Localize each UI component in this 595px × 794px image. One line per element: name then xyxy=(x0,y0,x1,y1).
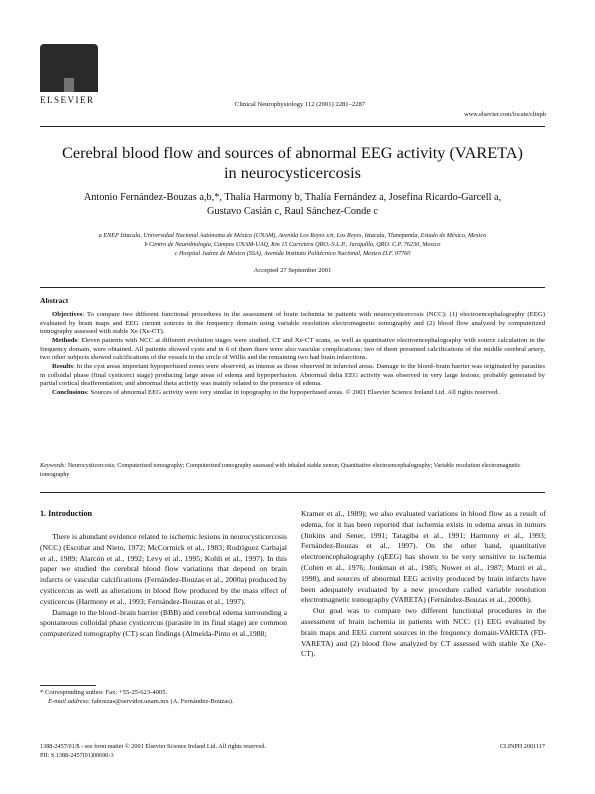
footnote-rule xyxy=(40,685,96,686)
paragraph: Damage to the blood–brain barrier (BBB) and cerebral edema surrounding a spontaneous colloidal phase cysticercus (parasite in its final stage) are common computerized tomography (CT) scan findings (Almeida-Pinto et al.,1988; xyxy=(40,607,287,639)
email-label: E-mail address: xyxy=(48,698,91,705)
paragraph: Kramer et al., 1989); we also evaluated variations in blood flow as a result of edema, for it has been reported that ischemia exists in edema areas in tumors (Jinkins and Sener, 1991; Tatagiba et al., 1991; Harmony et al., 1993; Fernández-Bouzas et al., 1997). On the other hand, quantitative electroencephalography (qEEG) has shown to be very sensitive to ischemia (Cohen et al., 1976; Jonkman et al., 1985; Nuwer et al., 1987; Murri et al., 1998), and sources of abnormal EEG activity produced by brain infarcts have been adequately evaluated by a new procedure called variable resolution electromagnetic tomography (VARETA) (Fernández-Bouzas et al., 2000b). xyxy=(301,509,546,605)
abstract-objectives: Objectives: To compare two different functional procedures in the assessment of brain ischemia in patients with neurocysticercosis (NCC): (1) electroencephalography (EEG) evaluated by brain maps and EEG current sources in the frequency domain using variable resolution electromagnetic tomography and (2) blood flow analyzed by computerized tomography assessed with stable Xe (Xe-CT). xyxy=(40,311,545,336)
publisher-name: ELSEVIER xyxy=(40,95,95,105)
abstract-heading: Abstract xyxy=(40,296,69,305)
keywords-list: Neurocysticercosis; Computerized tomography; Computerized tomography assessed with inhaled stable xenon; Quantitative electroencephalography; Variable resolution electromagnetic tomography xyxy=(40,463,521,478)
title-line-2: in neurocysticercosis xyxy=(224,163,361,182)
pii-line: PII: S 1388-2457(01)00690-3 xyxy=(40,752,114,759)
journal-citation: Clinical Neurophysiology 112 (2001) 2281–2287 xyxy=(234,101,366,108)
email-line xyxy=(40,697,290,706)
right-column xyxy=(301,509,546,660)
abstract-top-rule xyxy=(40,287,545,288)
corresponding-author: * Corresponding author. Fax: +55-25-623-4005. xyxy=(40,689,168,696)
paragraph: There is abundant evidence related to ischemic lesions in neurocysticercosis (NCC) (Escobar and Nieto, 1972; McCormick et al., 1983; Rodríguez Carbajal et al., 1989; Alarcón et al., 1992; Levy et al., 1995; Kohli et al., 1997). In this paper we studied the cerebral blood flow variations that depend on brain infarcts or vascular calcifications (Fernández-Bouzas et al., 2000a) produced by cysticercus as well as alterations in blood flow produced by the mass effect of cysticercus (Harmony et al., 1993; Fernández-Bouzas et al., 1997). xyxy=(40,532,287,606)
article-code: CLINPH 2001117 xyxy=(499,743,545,750)
authors-line-1: Antonio Fernández-Bouzas a,b,*, Thalía Harmony b, Thalía Fernández a, Josefina Ricardo-Garcell a, xyxy=(83,192,502,203)
issn-line: 1388-2457/01/$ - see front matter © 2001 Elsevier Science Ireland Ltd. All rights reserved. xyxy=(40,743,266,750)
journal-url[interactable]: www.elsevier.com/locate/clinph xyxy=(464,111,546,118)
footnote xyxy=(40,688,290,706)
abstract-results: Results: In the cyst areas important hypoperfused zones were observed, as intense as those observed in infarcted areas. Damage to the blood–brain barrier was originated by parasites in colloidal phase (final cysticerci stage) producing large areas of edema and hypoperfusion. Abnormal delta EEG activity was observed in very large lesions, probably generated by partial cortical deafferentation; and abnormal theta activity was mainly related to the presence of edema. xyxy=(40,362,545,388)
abstract-conclusions: Conclusions: Sources of abnormal EEG activity were very similar in topography to the hypoperfused areas. © 2001 Elsevier Science Ireland Ltd. All rights reserved. xyxy=(52,388,500,396)
header-rule xyxy=(40,126,545,127)
abstract-bottom-rule xyxy=(40,492,545,493)
abstract-methods: Methods: Eleven patients with NCC at different evolution stages were studied. CT and Xe-CT scans, as well as quantitative electroencephalography with source calculation in the frequency domain, were obtained. All patients showed cysts and in 6 of them there were also vascular complications: two of them presented calcifications of the middle cerebral artery, two other subjects showed calcifications of the vessels in the circle of Willis and the remaining two had brain infarctions. xyxy=(40,336,545,362)
elsevier-logo xyxy=(40,44,102,105)
title-line-1: Cerebral blood flow and sources of abnormal EEG activity (VARETA) xyxy=(62,143,523,162)
elsevier-tree-icon xyxy=(40,44,98,92)
abstract-body xyxy=(40,311,545,398)
section-heading-introduction: 1. Introduction xyxy=(40,509,93,518)
accepted-date: Accepted 27 September 2001 xyxy=(253,267,332,274)
page-footer xyxy=(40,742,545,760)
left-column xyxy=(40,532,287,640)
article-title xyxy=(40,143,545,183)
affiliation-c: c Hospital Juárez de México (SSA), Avenida Instituto Politécnico Nacional, Mexico D.F. 07760 xyxy=(174,250,411,257)
keywords-label: Keywords: xyxy=(40,463,67,469)
email-address[interactable]: fabouzas@servidor.unam.mx (A. Fernández-Bouzas). xyxy=(90,698,234,705)
paragraph: Our goal was to compare two different functional procedures in the assessment of brain ischemia in patients with NCC: (1) EEG evaluated by brain maps and EEG current sources in the frequency domain-VARETA (FD-VARETA) and (2) blood flow analyzed by CT assessed with stable Xe (Xe-CT). xyxy=(301,606,546,659)
author-list xyxy=(40,191,545,218)
authors-line-2: Gustavo Casián c, Raul Sánchez-Conde c xyxy=(207,205,378,217)
keywords xyxy=(40,462,545,479)
affiliation-b: b Centro de Neurobiología, Campus UNAM-UAQ, Km 15 Carretera QRO.-S.L.P., Juriquilla, QRO. C.P. 76230, Mexico xyxy=(144,241,441,248)
affiliation-a: a ENEP Iztacala, Universidad Nacional Autónoma de México (UNAM), Avenida Los Reyes s/n, Los Reyes, Iztacala, Tlanepantla, Estado de México, Mexico xyxy=(98,232,487,239)
